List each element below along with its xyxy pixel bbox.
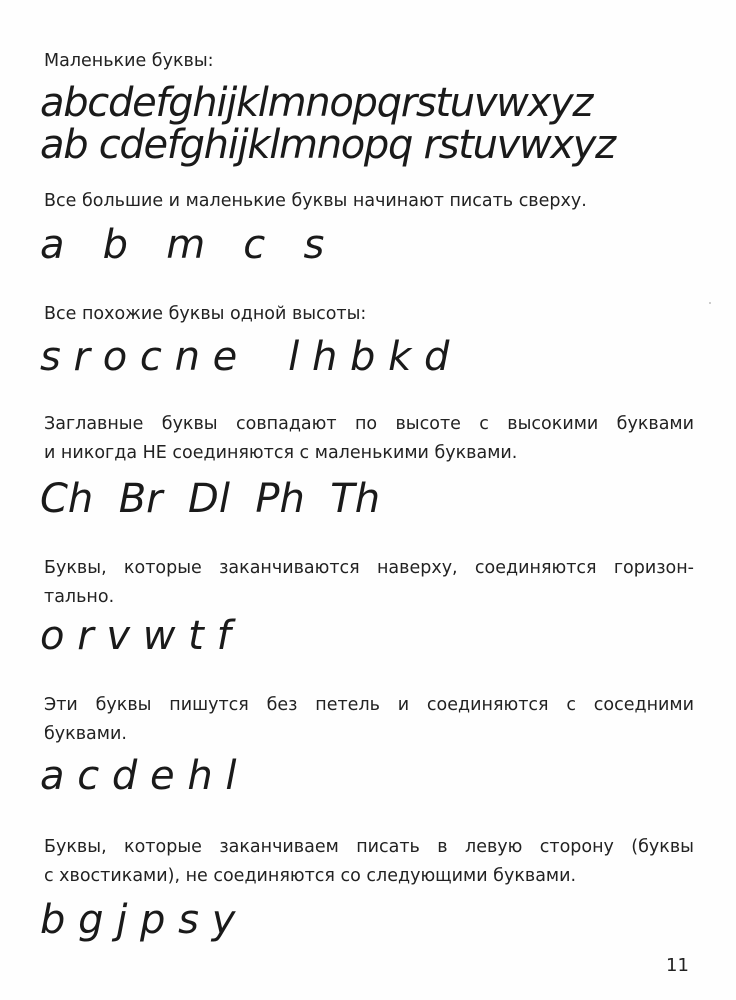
label-line: тально. <box>44 587 115 607</box>
script-example-tails: b g j p s y <box>40 897 236 943</box>
paragraph-no-loops <box>44 691 694 749</box>
label-line: Все похожие буквы одной высоты: <box>44 304 367 324</box>
heading-start-from-top <box>44 187 694 216</box>
script-example-start-from-top: a b m c s <box>40 222 325 268</box>
alphabet-script-row-2: ab cdefghijklmnopq rstuvwxyz <box>40 122 615 168</box>
paragraph-capital-letters <box>44 410 694 468</box>
label-line: с хвостиками), не соединяются со следующими буквами. <box>44 866 577 886</box>
label-line: и никогда НЕ соединяются с маленькими буквами. <box>44 443 518 463</box>
script-example-horizontal-joins: o r v w t f <box>40 613 231 659</box>
heading-same-height <box>44 300 694 329</box>
label-line: Буквы, которые заканчиваются наверху, соединяются горизон- <box>44 558 694 578</box>
label-line: Эти буквы пишутся без петель и соединяются с соседними <box>44 695 694 715</box>
page-number: 11 <box>666 955 689 976</box>
label-line: Заглавные буквы совпадают по высоте с высокими буквами <box>44 414 694 434</box>
script-example-same-height: s r o c n e l h b k d <box>40 334 450 380</box>
label-line: Буквы, которые заканчиваем писать в левую сторону (буквы <box>44 837 694 857</box>
paragraph-horizontal-joins <box>44 554 694 612</box>
label-line: Маленькие буквы: <box>44 51 214 71</box>
label-line: буквами. <box>44 724 127 744</box>
alphabet-script-row-1: abcdefghijklmnopqrstuvwxyz <box>40 80 593 126</box>
heading-lowercase-letters <box>44 47 694 76</box>
paper-speck <box>709 302 711 304</box>
script-example-no-loops: a c d e h l <box>40 753 237 799</box>
paragraph-letters-with-tails <box>44 833 694 891</box>
label-line: Все большие и маленькие буквы начинают писать сверху. <box>44 191 587 211</box>
script-example-capitals: Ch Br Dl Ph Th <box>40 476 381 522</box>
